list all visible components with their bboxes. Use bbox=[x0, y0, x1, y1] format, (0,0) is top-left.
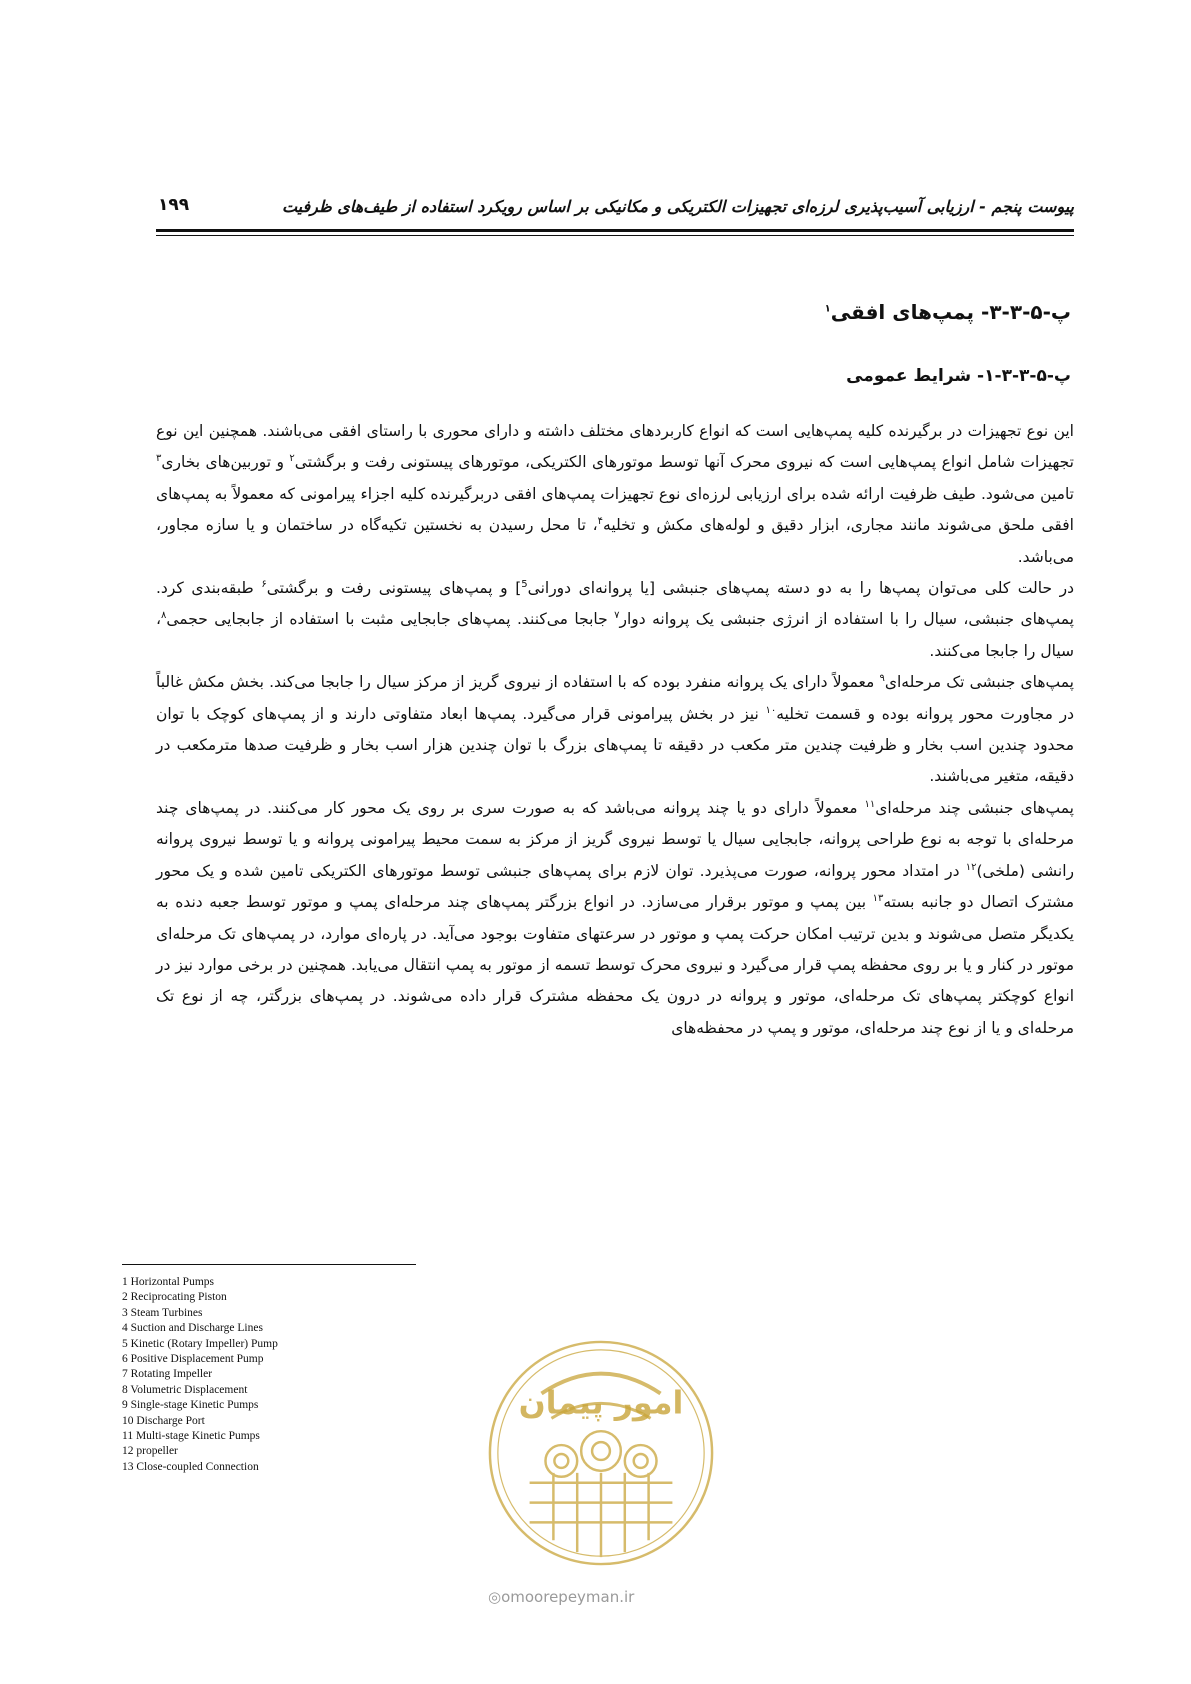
footnote-item: 3 Steam Turbines bbox=[122, 1306, 203, 1319]
footnote-ref[interactable]: ۱۳ bbox=[872, 892, 884, 904]
footnote-ref[interactable]: ۹ bbox=[879, 673, 885, 685]
watermark-url bbox=[488, 1588, 634, 1606]
footnote-item: 4 Suction and Discharge Lines bbox=[122, 1322, 263, 1335]
text-run: ، سیال را جابجا می‌کنند. bbox=[156, 610, 1074, 660]
subsection-heading: پ-۵-۳-۳-۱- شرایط عمومی bbox=[846, 366, 1071, 386]
footnote-ref[interactable]: ۳ bbox=[156, 453, 162, 465]
text-run: جابجا می‌کنند. پمپ‌های جابجایی مثبت با استفاده از جابجایی حجمی bbox=[166, 610, 615, 629]
watermark-logo-icon bbox=[482, 1334, 720, 1572]
footnote-item: 13 Close-coupled Connection bbox=[122, 1460, 259, 1473]
paragraph-3 bbox=[156, 667, 1074, 793]
footnotes bbox=[122, 1275, 482, 1475]
footnote-item: 11 Multi-stage Kinetic Pumps bbox=[122, 1430, 260, 1443]
page-number: ۱۹۹ bbox=[158, 195, 190, 215]
footnote-ref[interactable]: ۸ bbox=[161, 610, 167, 622]
text-run: پمپ‌های جنبشی تک مرحله‌ای bbox=[884, 673, 1074, 692]
header-rule-thin bbox=[156, 235, 1074, 236]
footnote-item: 10 Discharge Port bbox=[122, 1414, 205, 1427]
text-run: طبقه‌بندی کرد. پمپ‌های جنبشی، سیال را با استفاده از انرژی جنبشی یک پروانه دوار bbox=[156, 579, 1074, 629]
footnote-ref[interactable]: ۴ bbox=[597, 516, 604, 528]
text-run: بین پمپ و موتور برقرار می‌سازد. در انواع بزرگتر پمپ‌های چند مرحله‌ای پمپ و موتور توسط جعبه دنده به یکدیگر متصل می‌شوند و بدین ترتیب امکان حرکت پمپ و موتور در سرعتهای متفاوت بوجود می‌آید. در پاره‌ای موارد، در پمپ‌های تک مرحله‌ای موتور در کنار و یا بر روی محفظه پمپ قرار می‌گیرد و نیروی محرک توسط تسمه از موتور به پمپ انتقال می‌یابد. همچنین در برخی موارد نیز در انواع کوچکتر پمپ‌های تک مرحله‌ای، موتور و پروانه در درون یک محفظه مشترک قرار داده می‌شوند. در پمپ‌های بزرگتر، چه از نوع تک مرحله‌ای و یا از نوع چند مرحله‌ای، موتور و پمپ در محفظه‌های bbox=[156, 893, 1074, 1037]
text-run: پمپ‌های جنبشی چند مرحله‌ای bbox=[875, 798, 1074, 817]
footnote-item: 12 propeller bbox=[122, 1445, 178, 1458]
footnote-item: 8 Volumetric Displacement bbox=[122, 1383, 248, 1396]
paragraph-2 bbox=[156, 573, 1074, 667]
watermark-url-text: omoorepeyman.ir bbox=[501, 1588, 635, 1606]
section-heading-text: پ-۵-۳-۳- پمپ‌های افقی bbox=[830, 300, 1071, 324]
footnote-item: 5 Kinetic (Rotary Impeller) Pump bbox=[122, 1337, 278, 1350]
text-run: تامین می‌شود. طیف ظرفیت ارائه شده برای ارزیابی لرزه‌ای نوع تجهیزات پمپ‌های افقی دربرگیرنده کلیه اجزاء پیرامونی که معمولاً به پمپ‌های افقی ملحق می‌شوند مانند مجاری، ابزار دقیق و لوله‌های مکش و تخلیه bbox=[156, 484, 1074, 535]
header-title: پیوست پنجم - ارزیابی آسیب‌پذیری لرزه‌ای تجهیزات الکتریکی و مکانیکی بر اساس رویکرد استفاده از طیف‌های ظرفیت bbox=[281, 197, 1074, 216]
text-run: ، تا محل رسیدن به نخستین تکیه‌گاه در ساختمان و یا سازه مجاور، می‌باشد. bbox=[156, 516, 1074, 566]
footnote-item: 6 Positive Displacement Pump bbox=[122, 1353, 264, 1366]
footnote-item: 7 Rotating Impeller bbox=[122, 1368, 213, 1381]
footnote-ref[interactable]: ۱۲ bbox=[965, 861, 977, 873]
text-run: در امتداد محور پروانه، صورت می‌پذیرد. توان لازم برای پمپ‌های جنبشی توسط موتورهای الکتریکی تامین شده و یک محور مشترک اتصال دو جانبه بسته bbox=[156, 861, 1075, 912]
watermark-globe-icon: ◎ bbox=[488, 1588, 502, 1606]
text-run: معمولاً دارای دو یا چند پروانه می‌باشد که به صورت سری بر روی یک محور کار می‌کنند. در پمپ‌های چند مرحله‌ای با توجه به نوع طراحی پروانه، جابجایی سیال یا توسط نیروی گریز از مرکز به سمت محیط پیرامونی پروانه و یا توسط نیروی پروانه رانشی (ملخی) bbox=[156, 798, 1074, 880]
text-run: و توربین‌های بخاری bbox=[161, 453, 290, 472]
text-run: نیز در بخش پیرامونی قرار می‌گیرد. پمپ‌ها ابعاد متفاوتی دارند و از پمپ‌های کوچک با توان محدود چندین اسب بخار و ظرفیت چندین متر مکعب در دقیقه تا پمپ‌های بزرگ با توان چندین هزار اسب بخار و ظرفیت صدها مترمکعب در دقیقه، متغیر می‌باشند. bbox=[156, 704, 1074, 786]
footnote-ref[interactable]: ۷ bbox=[614, 610, 620, 622]
watermark-logo-text: امور پیمان bbox=[518, 1385, 684, 1422]
footnote-ref[interactable]: ۶ bbox=[261, 578, 267, 590]
text-run: این نوع تجهیزات در برگیرنده کلیه پمپ‌هایی است که انواع کاربردهای مختلف داشته و دارای محوری با راستای افقی می‌باشند. همچنین این نوع تجهیزات شامل انواع پمپ‌هایی است که نیروی محرک آنها توسط موتورهای الکتریکی، موتورهای پیستونی رفت و برگشتی bbox=[156, 422, 1074, 472]
text-run: معمولاً دارای یک پروانه منفرد بوده که با استفاده از نیروی گریز از مرکز سیال را جابجا می‌کند. بخش مکش غالباً در مجاورت محور پروانه بوده و قسمت تخلیه bbox=[156, 673, 1074, 723]
footnote-item: 9 Single-stage Kinetic Pumps bbox=[122, 1399, 259, 1412]
section-heading bbox=[825, 300, 1071, 324]
footnote-ref[interactable]: ۱۰ bbox=[765, 704, 777, 716]
footnote-item: 1 Horizontal Pumps bbox=[122, 1276, 214, 1288]
footnote-ref[interactable]: ۱۱ bbox=[864, 798, 876, 810]
text-run: در حالت کلی می‌توان پمپ‌ها را به دو دسته پمپ‌های جنبشی [یا پروانه‌ای دورانی bbox=[527, 579, 1074, 598]
text-run: ] و پمپ‌های پیستونی رفت و برگشتی bbox=[266, 579, 522, 598]
paragraph-4 bbox=[156, 793, 1074, 1044]
paragraph-1 bbox=[156, 416, 1074, 573]
header-rule-thick bbox=[156, 229, 1074, 232]
section-heading-note: ۱ bbox=[824, 303, 831, 315]
footnote-item: 2 Reciprocating Piston bbox=[122, 1291, 227, 1304]
footnote-ref[interactable]: ۲ bbox=[289, 453, 295, 465]
body-text bbox=[156, 416, 1074, 1044]
footnote-ref[interactable]: 5 bbox=[521, 578, 528, 590]
running-header bbox=[156, 197, 1074, 221]
footnote-separator bbox=[122, 1264, 416, 1265]
